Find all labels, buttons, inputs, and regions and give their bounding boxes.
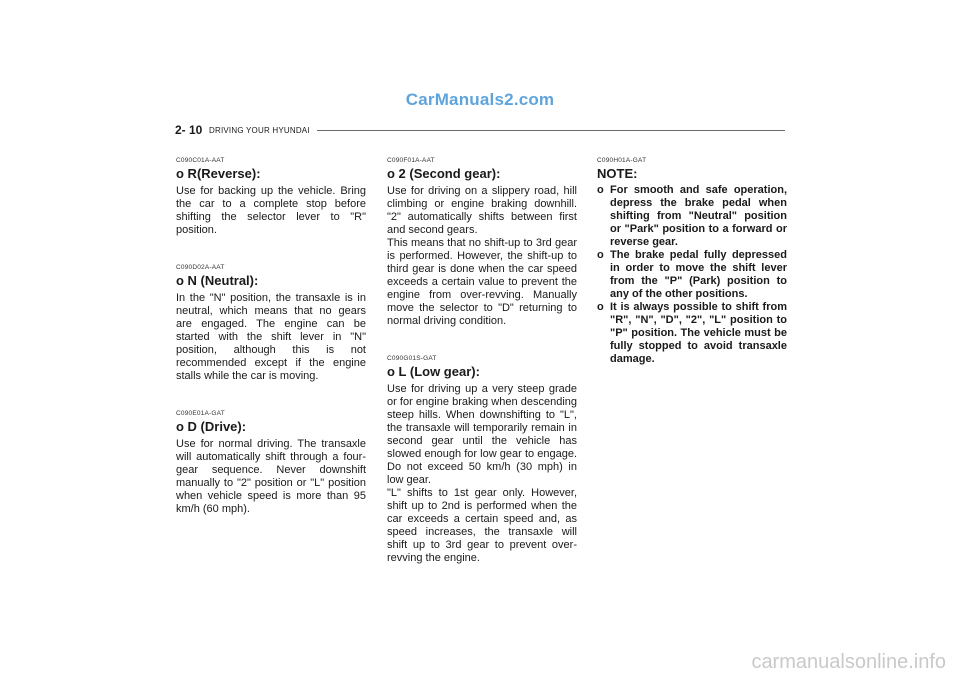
paragraph: Use for driving on a slippery road, hill climbing or engine braking downhill. "2" automatically shifts between first and second gears. [387, 185, 577, 236]
note-heading: NOTE: [597, 166, 638, 181]
section-note [597, 157, 787, 366]
paragraph: This means that no shift-up to 3rd gear is performed. However, the shift-up to third gear is done when the car speed exceeds a certain value to prevent the engine from over-revving. Manually move the selector to "D" returning to normal driving condition. [387, 237, 577, 327]
section-code: C090C01A-AAT [176, 157, 225, 164]
section-code: C090G01S-GAT [387, 355, 437, 362]
note-item [597, 301, 787, 366]
paragraph: Use for backing up the vehicle. Bring the car to a complete stop before shifting the selector lever to "R" position. [176, 185, 366, 236]
note-item [597, 184, 787, 249]
paragraph: In the "N" position, the transaxle is in neutral, which means that no gears are engaged. The engine can be started with the shift lever in "N" position, although this is not recommended except if the engine stalls while the car is moving. [176, 292, 366, 382]
page-header [175, 123, 785, 137]
bullet-marker: o [597, 301, 604, 313]
section-low-gear [387, 355, 577, 565]
note-text: It is always possible to shift from "R", "N", "D", "2", "L" position to "P" position. The vehicle must be fully stopped to avoid transaxle damage. [610, 301, 787, 365]
section-code: C090D02A-AAT [176, 264, 225, 271]
column-1 [176, 157, 366, 543]
paragraph: Use for normal driving. The transaxle will automatically shift through a four-gear sequence. Never downshift manually to "2" position or "L" position when vehicle speed is more than 95 km/h (60 mph). [176, 438, 366, 515]
section-heading: o N (Neutral): [176, 273, 259, 288]
section-heading: o L (Low gear): [387, 364, 480, 379]
section-body [387, 383, 577, 565]
section-code: C090E01A-GAT [176, 410, 225, 417]
header-divider [317, 130, 785, 131]
section-body [176, 185, 366, 237]
section-heading: o R(Reverse): [176, 166, 261, 181]
section-code: C090H01A-GAT [597, 157, 647, 164]
section-heading: o 2 (Second gear): [387, 166, 501, 181]
section-heading: o D (Drive): [176, 419, 247, 434]
section-body [176, 438, 366, 516]
section-code: C090F01A-AAT [387, 157, 435, 164]
section-title: DRIVING YOUR HYUNDAI [209, 126, 310, 135]
note-item [597, 249, 787, 301]
watermark-top[interactable]: CarManuals2.com [405, 90, 555, 109]
section-neutral [176, 264, 366, 383]
watermark-bottom: carmanualsonline.info [751, 651, 946, 673]
column-3 [597, 157, 787, 393]
note-text: For smooth and safe operation, depress the brake pedal when shifting from "Neutral" position or "Park" position to a forward or reverse gear. [610, 184, 787, 248]
paragraph: Use for driving up a very steep grade or for engine braking when descending steep hills. When downshifting to "L", the transaxle will temporarily remain in second gear until the vehicle has slowed enough for low gear to engage. Do not exceed 50 km/h (30 mph) in low gear. [387, 383, 577, 486]
note-list [597, 184, 787, 366]
column-2 [387, 157, 577, 592]
note-text: The brake pedal fully depressed in order to move the shift lever from the "P" (Park) position to any of the other positions. [610, 249, 787, 300]
section-reverse [176, 157, 366, 237]
page-number: 2- 10 [175, 123, 203, 137]
section-body [387, 185, 577, 328]
section-drive [176, 410, 366, 516]
section-body [176, 292, 366, 383]
paragraph: "L" shifts to 1st gear only. However, shift up to 2nd is performed when the car exceeds a certain speed and, as speed increases, the transaxle will shift up to 3rd gear to prevent over-revving the engine. [387, 487, 577, 564]
bullet-marker: o [597, 249, 604, 261]
section-second-gear [387, 157, 577, 328]
bullet-marker: o [597, 184, 604, 196]
